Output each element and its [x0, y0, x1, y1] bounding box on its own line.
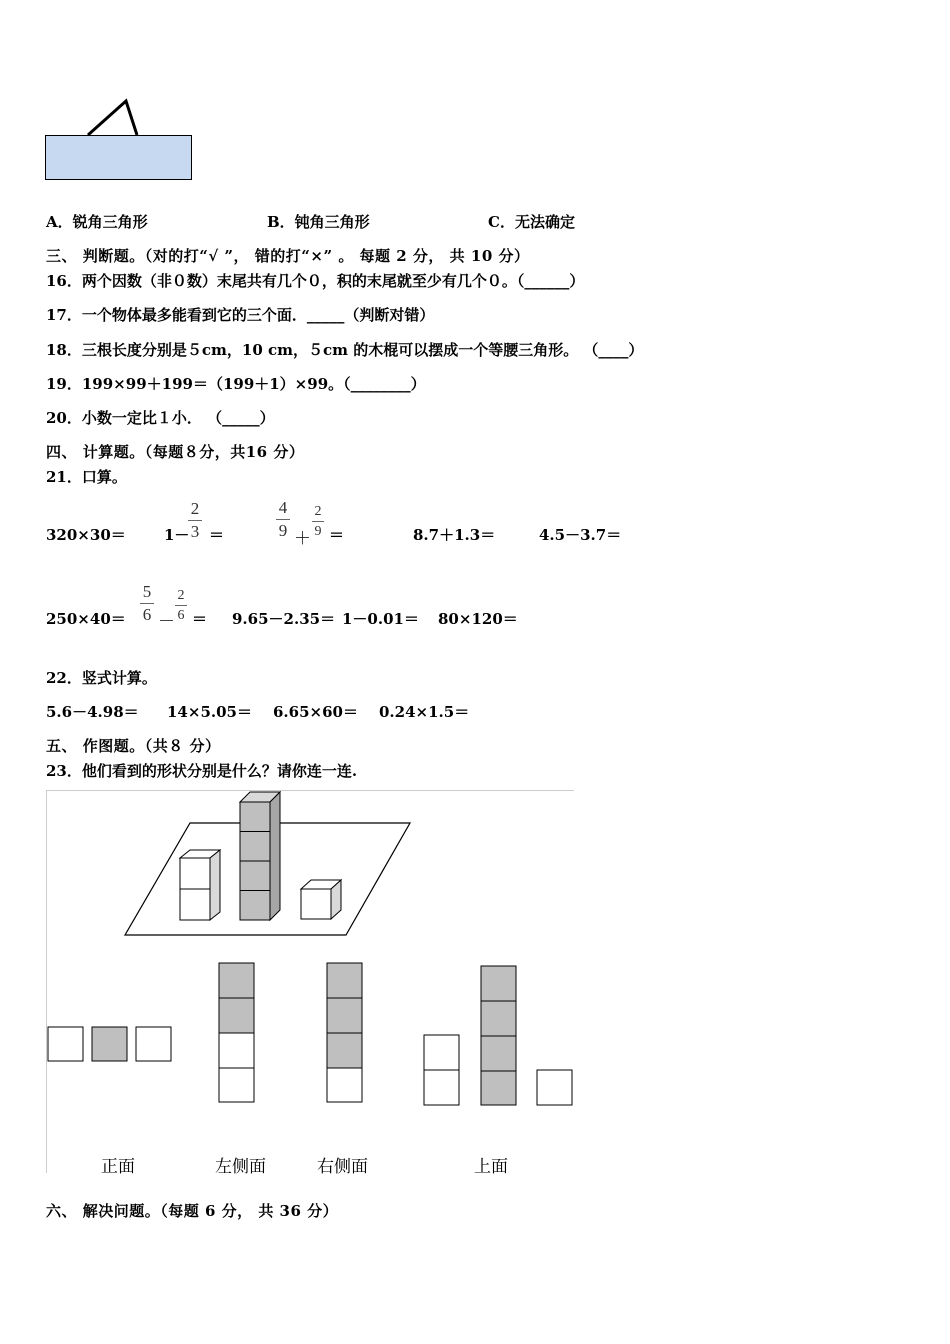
minus-sign: －	[158, 612, 175, 632]
calc-320x30: 320×30＝	[46, 526, 126, 544]
label-left-side: 左侧面	[215, 1157, 266, 1177]
question-16: 16．两个因数（非０数）末尾共有几个０，积的末尾就至少有几个０。（______）	[46, 272, 585, 290]
fraction-5-6: 5 6	[140, 583, 154, 624]
section-3-title: 三、 判断题。（对的打“√ ”， 错的打“×” 。 每题 2 分， 共 10 分）	[46, 247, 530, 265]
fraction-4-9: 4 9	[276, 499, 290, 540]
calc-80x120: 80×120＝	[438, 610, 518, 628]
cube-single	[301, 880, 341, 919]
calc-8.7-plus-1.3: 8.7＋1.3＝	[413, 526, 496, 544]
equals: ＝	[329, 526, 345, 544]
question-18: 18．三根长度分别是５cm，10 cm，５cm 的木棍可以摆成一个等腰三角形。 （____）	[46, 341, 644, 359]
vertical-calc-3: 6.65×60＝	[273, 703, 358, 721]
calc-4.5-minus-3.7: 4.5－3.7＝	[539, 526, 622, 544]
right-side-view	[327, 963, 362, 1102]
section-4-title: 四、 计算题。（每题８分，共16 分）	[46, 443, 305, 461]
cube-stack-tall	[240, 792, 280, 920]
question-19: 19．199×99＋199＝（199＋1）×99。（________）	[46, 375, 426, 393]
vertical-calc-1: 5.6－4.98＝	[46, 703, 139, 721]
top-view	[424, 966, 572, 1105]
fraction-2-3: 2 3	[188, 500, 202, 541]
option-a: A．锐角三角形	[46, 213, 148, 231]
calc-1-minus-0.01: 1－0.01＝	[342, 610, 419, 628]
question-17: 17．一个物体最多能看到它的三个面．_____（判断对错）	[46, 306, 435, 324]
calc-9.65-minus-2.35: 9.65－2.35＝	[232, 610, 336, 628]
section-5-title: 五、 作图题。（共８ 分）	[46, 737, 221, 755]
question-20: 20．小数一定比１小． （_____）	[46, 409, 275, 427]
cube-views-figure	[40, 785, 580, 1185]
option-c: C．无法确定	[488, 213, 575, 231]
label-top: 上面	[474, 1157, 508, 1177]
calc-1-minus: 1－	[164, 526, 190, 544]
question-22-title: 22．竖式计算。	[46, 669, 157, 687]
label-right-side: 右侧面	[317, 1157, 368, 1177]
equals: ＝	[192, 610, 208, 628]
question-21-title: 21．口算。	[46, 468, 127, 486]
option-b: B．钝角三角形	[267, 213, 370, 231]
vertical-calc-4: 0.24×1.5＝	[379, 703, 470, 721]
equals: ＝	[209, 526, 225, 544]
front-view	[48, 1027, 171, 1061]
calc-250x40: 250×40＝	[46, 610, 126, 628]
left-side-view	[219, 963, 254, 1102]
question-23-title: 23．他们看到的形状分别是什么？请你连一连.	[46, 762, 358, 780]
label-front: 正面	[101, 1157, 135, 1177]
cube-stack-left	[180, 850, 220, 920]
triangle-figure	[40, 95, 200, 187]
fraction-2-9: 2 9	[312, 504, 324, 539]
vertical-calc-2: 14×5.05＝	[167, 703, 252, 721]
plus-sign: ＋	[294, 529, 311, 549]
fraction-2-6: 2 6	[175, 588, 187, 623]
section-6-title: 六、 解决问题。（每题 6 分， 共 36 分）	[46, 1202, 339, 1220]
